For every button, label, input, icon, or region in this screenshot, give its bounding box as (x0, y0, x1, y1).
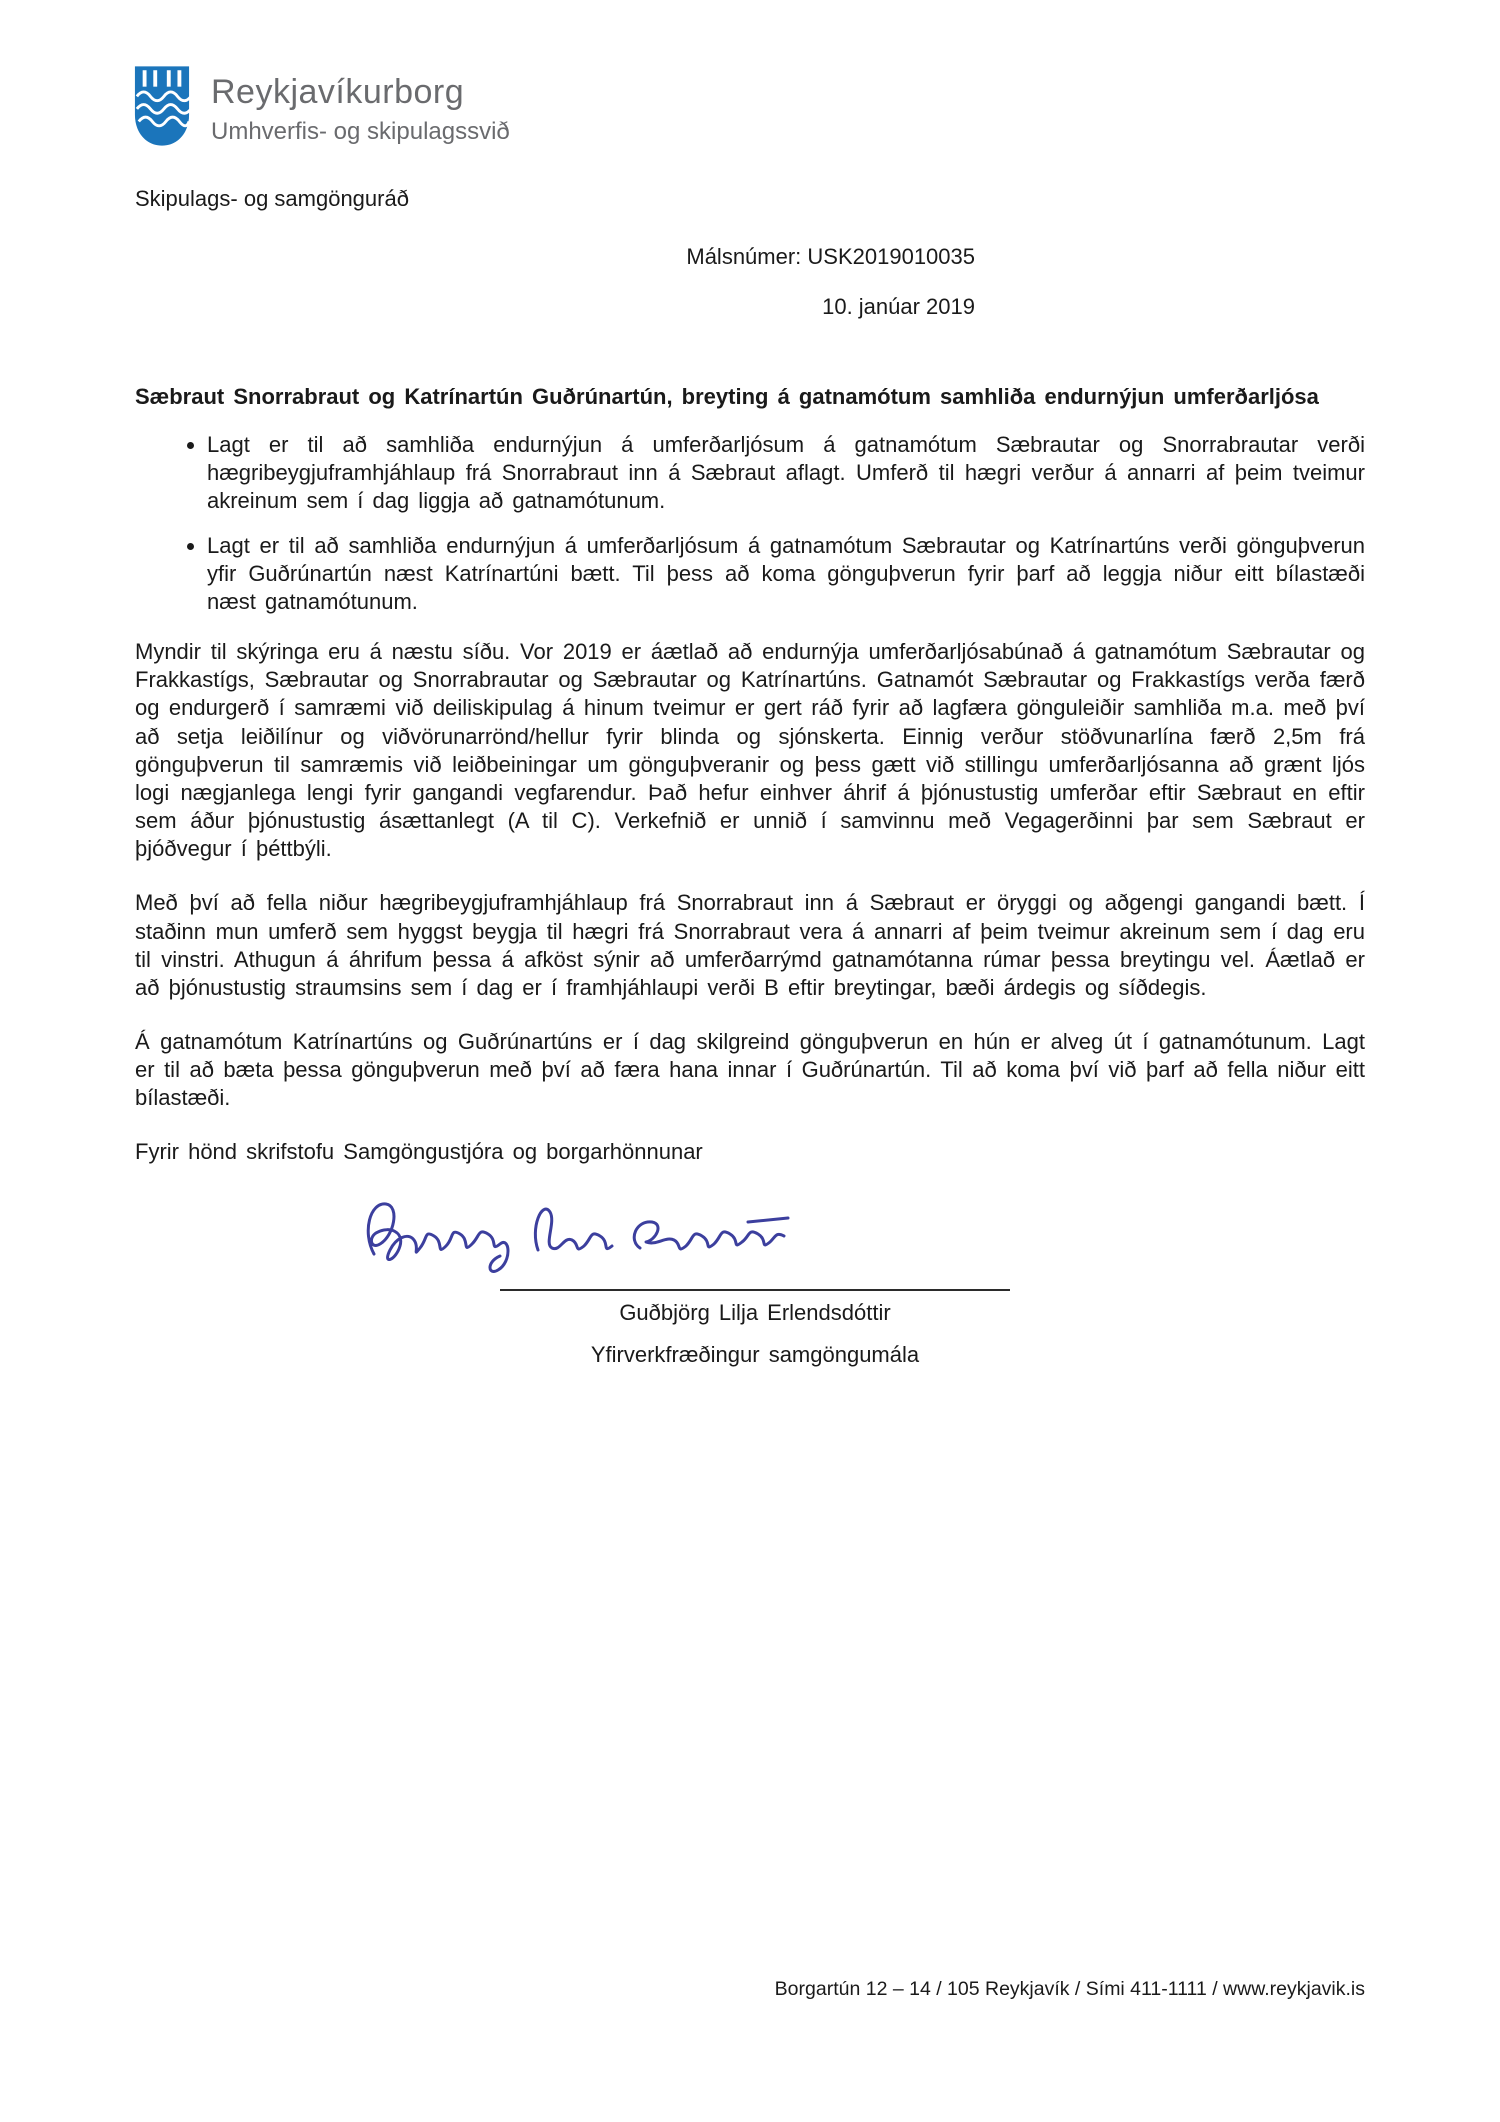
body-paragraph: Myndir til skýringa eru á næstu síðu. Vor 2019 er áætlað að endurnýja umferðarljósabúnað á gatnamótum Sæbrautar og Frakkastígs, Sæbrautar og Snorrabrautar og Sæbrautar og Katrínartúns. Gatnamót Sæbrautar og Frakkastígs verða færð og endurgerð í samræmi við deiliskipulag á hinum tveimur er gert ráð fyrir að lagfæra gönguleiðir samhliða m.a. með því að setja leiðilínur og viðvörunarrönd/hellur fyrir blinda og sjónskerta. Einnig verður stöðvunarlína færð 2,5m frá gönguþverun til samræmis við leiðbeiningar um gönguþveranir og þess gætt við stillingu umferðarljósanna að grænt ljós logi nægjanlega lengi fyrir gangandi vegfarendur. Það hefur einhver áhrif á þjónustustig umferðar eftir Sæbraut en eftir sem áður þjónustustig ásættanlegt (A til C). Verkefnið er unnið í samvinnu með Vegagerðinni þar sem Sæbraut er þjóðvegur í þéttbýli. (135, 639, 1365, 862)
closing-line: Fyrir hönd skrifstofu Samgöngustjóra og borgarhönnunar (135, 1139, 703, 1165)
subject-title: Sæbraut Snorrabraut og Katrínartún Guðrúnartún, breyting á gatnamótum samhliða endurnýjun umferðarljósa (135, 384, 1319, 409)
recipient-line: Skipulags- og samgönguráð (135, 186, 409, 211)
org-department: Umhverfis- og skipulagssvið (211, 118, 510, 146)
body-paragraph: Á gatnamótum Katrínartúns og Guðrúnartúns er í dag skilgreind gönguþverun en hún er alveg út í gatnamótunum. Lagt er til að bæta þessa gönguþverun með því að færa hana innar í Guðrúnartún. Til að koma því við þarf að fella niður eitt bílastæði. (135, 1028, 1365, 1111)
org-name: Reykjavíkurborg (211, 73, 465, 111)
bullet-list (135, 431, 1365, 616)
signature-block (135, 1191, 1365, 1369)
letter-date: 10. janúar 2019 (822, 294, 975, 319)
signer-name: Guðbjörg Lilja Erlendsdóttir (619, 1299, 891, 1325)
letter-body (135, 0, 1365, 1369)
signer-title: Yfirverkfræðingur samgöngumála (590, 1341, 920, 1367)
footer-contact: Borgartún 12 – 14 / 105 Reykjavík / Sími 411-1111 / www.reykjavik.is (774, 1978, 1365, 2000)
handwritten-signature-image (360, 1191, 790, 1283)
body-paragraph: Með því að fella niður hægribeygjuframhjáhlaup frá Snorrabraut inn á Sæbraut er öryggi og aðgengi gangandi bætt. Í staðinn mun umferð sem hyggst beygja til hægri frá Snorrabraut vera á annarri af þeim tveimur akreinum sem í dag eru til vinstri. Athugun á áhrifum þessa á afköst sýnir að umferðarrýmd gatnamótanna rúmar þessa breytingu vel. Áætlað er að þjónustustig straumsins sem í dag er í framhjáhlaupi verði B eftir breytingar, bæði árdegis og síðdegis. (135, 890, 1365, 1000)
signature-line (500, 1289, 1010, 1291)
bullet-item: • Lagt er til að samhliða endurnýjun á umferðarljósum á gatnamótum Sæbrautar og Katrínartúns verði gönguþverun yfir Guðrúnartún næst Katrínartúni bætt. Til þess að koma gönguþverun fyrir þarf að leggja niður eitt bílastæði næst gatnamótunum. (207, 532, 1365, 616)
case-number: Málsnúmer: USK2019010035 (686, 244, 975, 269)
bullet-item: • Lagt er til að samhliða endurnýjun á umferðarljósum á gatnamótum Sæbrautar og Snorrabrautar verði hægribeygjuframhjáhlaup frá Snorrabraut inn á Sæbraut aflagt. Umferð til hægri verður á annarri af þeim tveimur akreinum sem í dag liggja að gatnamótunum. (207, 431, 1365, 515)
